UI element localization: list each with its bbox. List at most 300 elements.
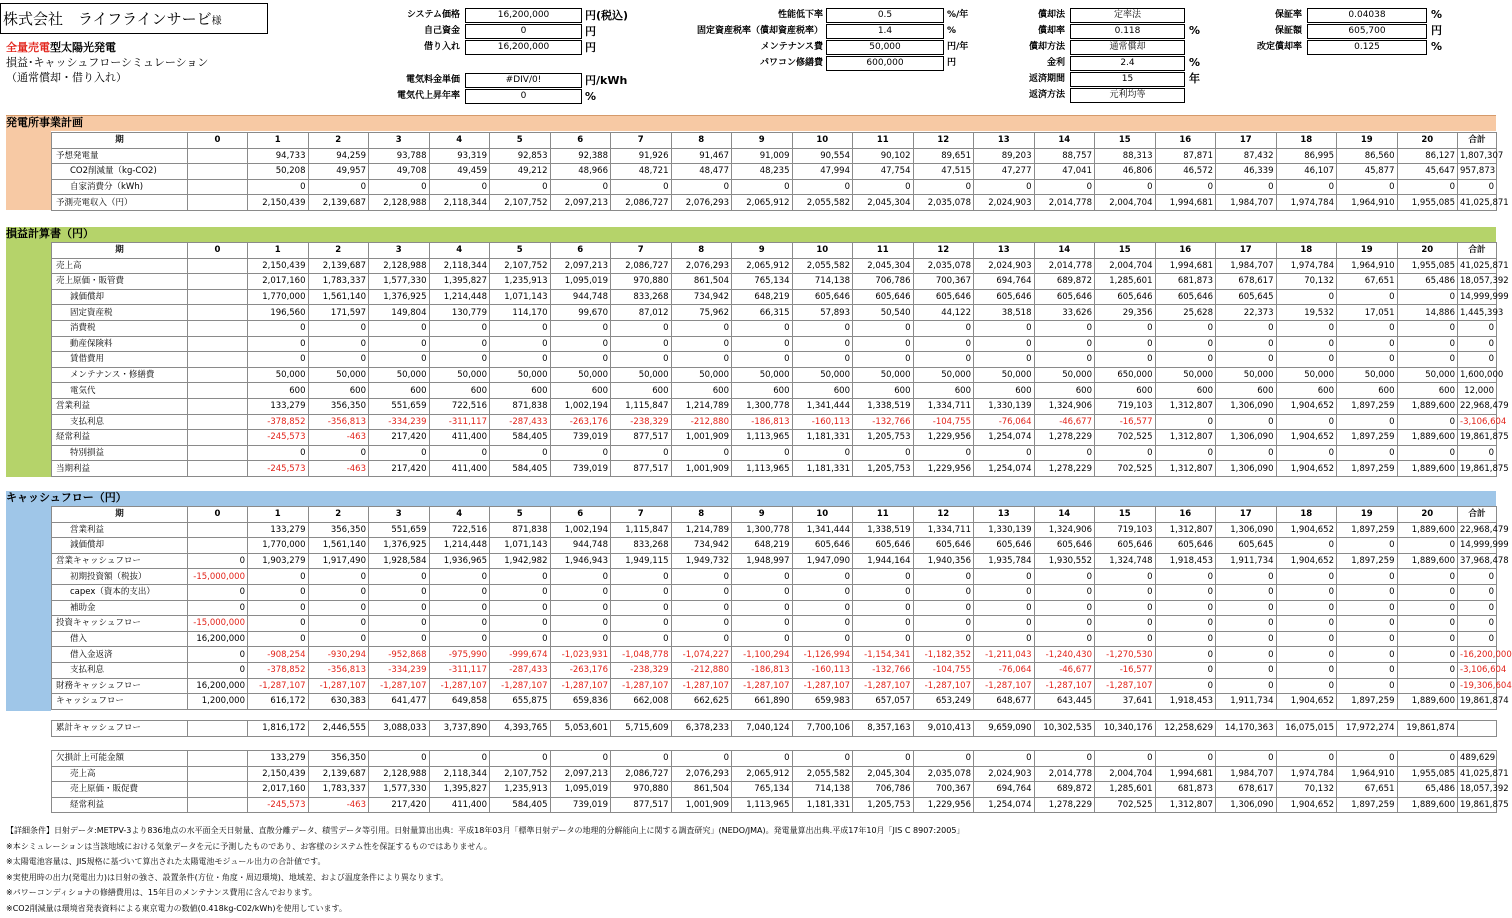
value-cell: 1,904,652: [1276, 398, 1337, 414]
value-cell: 0: [792, 616, 853, 632]
value-cell: 0: [429, 631, 490, 647]
value-cell: 0: [671, 584, 732, 600]
value-cell: 41,025,871: [1458, 195, 1497, 211]
value-cell: 0: [1034, 336, 1095, 352]
value-cell: 1,181,331: [792, 461, 853, 477]
value-cell: 1,918,453: [1155, 553, 1216, 569]
value-cell: 356,350: [308, 398, 369, 414]
value-cell: 1,235,913: [490, 274, 551, 290]
value-cell: 133,279: [248, 751, 309, 767]
value-cell: [188, 751, 248, 767]
value-cell: -356,813: [308, 662, 369, 678]
value-cell: 1,561,140: [308, 289, 369, 305]
value-cell: 1,889,600: [1397, 398, 1458, 414]
value-cell: 2,065,912: [732, 258, 793, 274]
value-cell: 0: [1337, 631, 1398, 647]
value-cell: 47,277: [974, 164, 1035, 180]
value-cell: 1,889,600: [1397, 553, 1458, 569]
row-label: 賃借費用: [52, 352, 188, 368]
value-cell: 0: [308, 569, 369, 585]
subtitle-2: （通常償却・借り入れ）: [6, 71, 127, 84]
table-row: [52, 336, 1497, 352]
value-cell: -1,126,994: [792, 647, 853, 663]
value-cell: 714,138: [792, 274, 853, 290]
value-cell: 92,388: [550, 148, 611, 164]
value-cell: 0: [1337, 352, 1398, 368]
note-line: ※実使用時の出力(発電出力)は日射の強さ、設置条件(方位・角度・周辺環境)、地域差、および温度条件により異なります。: [6, 872, 449, 882]
value-cell: 2,035,078: [913, 766, 974, 782]
value-cell: 551,659: [369, 522, 430, 538]
value-cell: 16,075,015: [1276, 721, 1337, 737]
value-cell: 1,974,784: [1276, 195, 1337, 211]
value-cell: 0: [974, 179, 1035, 195]
value-cell: 1,918,453: [1155, 694, 1216, 710]
value-cell: 0: [550, 336, 611, 352]
value-cell: 0: [853, 352, 914, 368]
row-label: 投資キャッシュフロー: [52, 616, 188, 632]
value-cell: 1,903,279: [248, 553, 309, 569]
value-cell: 1,955,085: [1397, 258, 1458, 274]
value-cell: 3,088,033: [369, 721, 430, 737]
year-header-cell: 19: [1337, 133, 1398, 149]
value-cell: 0: [1276, 751, 1337, 767]
value-cell: 0: [974, 584, 1035, 600]
pl-section-title: 損益計算書（円）: [6, 227, 94, 240]
value-cell: 2,076,293: [671, 766, 732, 782]
value-cell: 18,057,392: [1458, 274, 1497, 290]
value-cell: 0: [1034, 584, 1095, 600]
value-cell: -1,287,107: [248, 678, 309, 694]
value-cell: 0: [853, 616, 914, 632]
value-cell: -160,113: [792, 662, 853, 678]
value-cell: 661,890: [732, 694, 793, 710]
value-cell: 1,964,910: [1337, 258, 1398, 274]
degradation-field[interactable]: 0.5: [826, 8, 944, 23]
value-cell: 0: [1276, 631, 1337, 647]
value-cell: 1,115,847: [611, 398, 672, 414]
value-cell: 217,420: [369, 430, 430, 446]
property-tax-unit: %: [947, 26, 957, 36]
value-cell: 50,000: [913, 367, 974, 383]
value-cell: 0: [550, 352, 611, 368]
value-cell: 1,113,965: [732, 797, 793, 813]
value-cell: 93,319: [429, 148, 490, 164]
value-cell: -1,048,778: [611, 647, 672, 663]
value-cell: 1,285,601: [1095, 274, 1156, 290]
table-row: [52, 383, 1497, 399]
value-cell: 0: [671, 600, 732, 616]
value-cell: 1,897,259: [1337, 430, 1398, 446]
value-cell: 0: [248, 616, 309, 632]
year-header-cell: 12: [913, 507, 974, 523]
value-cell: 0: [1216, 600, 1277, 616]
value-cell: 0: [1095, 320, 1156, 336]
value-cell: -908,254: [248, 647, 309, 663]
value-cell: 48,966: [550, 164, 611, 180]
value-cell: 0: [671, 352, 732, 368]
note-line: ※パワーコンディショナの修繕費用は、15年目のメンテナンス費用に含んでおります。: [6, 888, 317, 897]
value-cell: 0: [913, 445, 974, 461]
value-cell: 46,107: [1276, 164, 1337, 180]
value-cell: 0: [1337, 336, 1398, 352]
year-header-cell: 0: [188, 507, 248, 523]
property-tax-field[interactable]: 1.4: [826, 24, 944, 39]
value-cell: 0: [1397, 352, 1458, 368]
value-cell: 1,897,259: [1337, 797, 1398, 813]
value-cell: -15,000,000: [188, 616, 248, 632]
value-cell: -46,677: [1034, 414, 1095, 430]
row-label: 減価償却: [52, 538, 188, 554]
value-cell: 648,219: [732, 538, 793, 554]
value-cell: 1,974,784: [1276, 766, 1337, 782]
value-cell: 130,779: [429, 305, 490, 321]
value-cell: 0: [1155, 631, 1216, 647]
value-cell: 605,646: [792, 538, 853, 554]
elec-rise-field[interactable]: 0: [465, 89, 582, 104]
value-cell: 2,055,582: [792, 195, 853, 211]
value-cell: 0: [1458, 584, 1497, 600]
value-cell: 33,626: [1034, 305, 1095, 321]
value-cell: 0: [1337, 584, 1398, 600]
value-cell: 0: [1216, 320, 1277, 336]
dep-rate-field[interactable]: 0.118: [1070, 24, 1185, 39]
value-cell: 0: [1337, 179, 1398, 195]
value-cell: [188, 430, 248, 446]
value-cell: 689,872: [1034, 274, 1095, 290]
year-header-cell: 10: [792, 243, 853, 259]
year-header-cell: 合計: [1458, 507, 1497, 523]
guarantee-rate-field[interactable]: 0.04038: [1307, 8, 1427, 23]
value-cell: -1,074,227: [671, 647, 732, 663]
value-cell: 0: [1034, 320, 1095, 336]
value-cell: [188, 352, 248, 368]
value-cell: 0: [1458, 352, 1497, 368]
value-cell: 877,517: [611, 797, 672, 813]
value-cell: 0: [1216, 631, 1277, 647]
value-cell: 1,897,259: [1337, 398, 1398, 414]
row-label: 自家消費分（kWh): [52, 179, 188, 195]
value-cell: 86,995: [1276, 148, 1337, 164]
value-cell: 1,947,090: [792, 553, 853, 569]
unit-price-field[interactable]: #DIV/0!: [465, 73, 582, 88]
table-row: [52, 600, 1497, 616]
value-cell: 1,994,681: [1155, 195, 1216, 211]
year-header-cell: 期: [52, 507, 188, 523]
value-cell: 2,097,213: [550, 766, 611, 782]
year-header-cell: 7: [611, 243, 672, 259]
value-cell: -16,577: [1095, 662, 1156, 678]
value-cell: 1,897,259: [1337, 522, 1398, 538]
value-cell: 0: [1397, 289, 1458, 305]
honorific: 様: [211, 16, 222, 27]
value-cell: -930,294: [308, 647, 369, 663]
value-cell: 46,806: [1095, 164, 1156, 180]
value-cell: 1,306,090: [1216, 398, 1277, 414]
guarantee-amt-label: 保証額: [1274, 26, 1302, 36]
value-cell: 877,517: [611, 461, 672, 477]
value-cell: 0: [1034, 616, 1095, 632]
value-cell: 49,957: [308, 164, 369, 180]
subtitle-1: 損益･キャッシュフローシミュレーション: [6, 56, 209, 69]
value-cell: [188, 522, 248, 538]
value-cell: -132,766: [853, 414, 914, 430]
value-cell: 0: [853, 320, 914, 336]
repay-way-field[interactable]: 元利均等: [1070, 88, 1185, 103]
value-cell: 1,889,600: [1397, 461, 1458, 477]
loss-table: [51, 750, 1509, 813]
value-cell: 0: [611, 751, 672, 767]
value-cell: 2,024,903: [974, 766, 1035, 782]
value-cell: 0: [308, 631, 369, 647]
row-label: 動産保険料: [52, 336, 188, 352]
value-cell: 694,764: [974, 782, 1035, 798]
value-cell: 2,128,988: [369, 195, 430, 211]
value-cell: 1,904,652: [1276, 553, 1337, 569]
value-cell: 0: [550, 631, 611, 647]
value-cell: 2,045,304: [853, 258, 914, 274]
value-cell: 0: [188, 600, 248, 616]
value-cell: 50,540: [853, 305, 914, 321]
value-cell: 0: [1155, 352, 1216, 368]
year-header-cell: 15: [1095, 507, 1156, 523]
customer-name-box: [0, 3, 268, 34]
value-cell: 1,889,600: [1397, 430, 1458, 446]
value-cell: 67,651: [1337, 274, 1398, 290]
value-cell: 678,617: [1216, 782, 1277, 798]
value-cell: 2,055,582: [792, 766, 853, 782]
value-cell: 0: [611, 179, 672, 195]
value-cell: 0: [490, 631, 551, 647]
own-funds-field[interactable]: 0: [465, 24, 582, 39]
value-cell: 2,118,344: [429, 195, 490, 211]
value-cell: 1,229,956: [913, 797, 974, 813]
row-label: 借入金返済: [52, 647, 188, 663]
year-header-cell: 18: [1276, 133, 1337, 149]
value-cell: 616,172: [248, 694, 309, 710]
system-price-unit: 円(税込): [585, 9, 629, 22]
value-cell: 50,000: [1155, 367, 1216, 383]
value-cell: 1,928,584: [369, 553, 430, 569]
cf-color-strip: [6, 506, 51, 711]
value-cell: -245,573: [248, 430, 309, 446]
value-cell: 734,942: [671, 289, 732, 305]
value-cell: 0: [369, 179, 430, 195]
loan-field[interactable]: 16,200,000: [465, 40, 582, 55]
value-cell: 605,646: [1095, 289, 1156, 305]
guarantee-amt-field[interactable]: 605,700: [1307, 24, 1427, 39]
value-cell: 0: [913, 584, 974, 600]
value-cell: 0: [550, 616, 611, 632]
value-cell: 2,004,704: [1095, 766, 1156, 782]
value-cell: 1,312,807: [1155, 797, 1216, 813]
value-cell: 0: [1397, 662, 1458, 678]
value-cell: 1,214,789: [671, 398, 732, 414]
revised-rate-field[interactable]: 0.125: [1307, 40, 1427, 55]
value-cell: 0: [490, 600, 551, 616]
value-cell: -1,287,107: [974, 678, 1035, 694]
value-cell: 0: [429, 320, 490, 336]
year-header-cell: 7: [611, 133, 672, 149]
value-cell: -245,573: [248, 797, 309, 813]
value-cell: 50,000: [1337, 367, 1398, 383]
value-cell: 0: [490, 584, 551, 600]
value-cell: 1,324,906: [1034, 398, 1095, 414]
value-cell: 0: [308, 600, 369, 616]
value-cell: 1,235,913: [490, 782, 551, 798]
value-cell: 0: [369, 584, 430, 600]
interest-field[interactable]: 2.4: [1070, 56, 1185, 71]
value-cell: 46,572: [1155, 164, 1216, 180]
value-cell: 0: [1397, 179, 1458, 195]
value-cell: 0: [611, 320, 672, 336]
value-cell: [188, 289, 248, 305]
value-cell: 0: [1155, 678, 1216, 694]
value-cell: 0: [1155, 445, 1216, 461]
pcs-label: パワコン修繕費: [759, 58, 823, 68]
row-label: 売上高: [52, 258, 188, 274]
value-cell: 0: [490, 445, 551, 461]
value-cell: -245,573: [248, 461, 309, 477]
row-label: 予測売電収入（円）: [52, 195, 188, 211]
value-cell: 650,000: [1095, 367, 1156, 383]
value-cell: 50,000: [1276, 367, 1337, 383]
value-cell: -3,106,604: [1458, 662, 1497, 678]
value-cell: 50,000: [853, 367, 914, 383]
value-cell: 1,770,000: [248, 289, 309, 305]
value-cell: 944,748: [550, 538, 611, 554]
value-cell: 0: [308, 616, 369, 632]
value-cell: 649,858: [429, 694, 490, 710]
year-header-cell: 2: [308, 133, 369, 149]
value-cell: 1,930,552: [1034, 553, 1095, 569]
year-header-cell: 9: [732, 507, 793, 523]
value-cell: -212,880: [671, 662, 732, 678]
year-header-cell: 17: [1216, 243, 1277, 259]
value-cell: 600: [732, 383, 793, 399]
value-cell: 0: [1216, 352, 1277, 368]
value-cell: 44,122: [913, 305, 974, 321]
value-cell: 0: [550, 600, 611, 616]
value-cell: 0: [1034, 751, 1095, 767]
table-row: [52, 647, 1497, 663]
repay-field[interactable]: 15: [1070, 72, 1185, 87]
value-cell: 1,561,140: [308, 538, 369, 554]
value-cell: 600: [974, 383, 1035, 399]
dep-way-field[interactable]: 通常償却: [1070, 40, 1185, 55]
value-cell: 600: [1095, 383, 1156, 399]
value-cell: 2,014,778: [1034, 195, 1095, 211]
value-cell: 0: [1397, 647, 1458, 663]
value-cell: 0: [550, 584, 611, 600]
value-cell: -1,287,107: [1034, 678, 1095, 694]
value-cell: 0: [1095, 179, 1156, 195]
value-cell: 0: [308, 445, 369, 461]
year-header-cell: 3: [369, 243, 430, 259]
value-cell: -1,287,107: [913, 678, 974, 694]
value-cell: -15,000,000: [188, 569, 248, 585]
value-cell: 0: [1095, 616, 1156, 632]
value-cell: 0: [732, 569, 793, 585]
year-header-cell: 7: [611, 507, 672, 523]
value-cell: 14,999,999: [1458, 289, 1497, 305]
value-cell: 970,880: [611, 782, 672, 798]
year-header-cell: 0: [188, 243, 248, 259]
maint-field[interactable]: 50,000: [826, 40, 944, 55]
value-cell: 50,000: [1216, 367, 1277, 383]
value-cell: 1,312,807: [1155, 522, 1216, 538]
value-cell: 1,904,652: [1276, 430, 1337, 446]
value-cell: 0: [732, 336, 793, 352]
value-cell: -160,113: [792, 414, 853, 430]
value-cell: -1,270,530: [1095, 647, 1156, 663]
year-header-cell: 1: [248, 243, 309, 259]
value-cell: 600: [611, 383, 672, 399]
value-cell: 0: [490, 569, 551, 585]
value-cell: 605,646: [1034, 538, 1095, 554]
value-cell: 877,517: [611, 430, 672, 446]
value-cell: 0: [1216, 662, 1277, 678]
table-row: [52, 584, 1497, 600]
value-cell: 1,974,784: [1276, 258, 1337, 274]
interest-unit: %: [1189, 56, 1201, 69]
system-title: [6, 40, 116, 55]
value-cell: 0: [913, 751, 974, 767]
value-cell: 2,150,439: [248, 258, 309, 274]
value-cell: [188, 367, 248, 383]
value-cell: 50,000: [974, 367, 1035, 383]
value-cell: 1,214,789: [671, 522, 732, 538]
year-header-cell: 18: [1276, 243, 1337, 259]
value-cell: 1,306,090: [1216, 430, 1277, 446]
value-cell: 605,646: [974, 289, 1035, 305]
value-cell: 600: [429, 383, 490, 399]
value-cell: 0: [1397, 445, 1458, 461]
dep-method-field[interactable]: 定率法: [1070, 8, 1185, 23]
table-row: [52, 352, 1497, 368]
year-header-cell: 19: [1337, 243, 1398, 259]
value-cell: 0: [611, 569, 672, 585]
value-cell: 1,338,519: [853, 398, 914, 414]
value-cell: 0: [1337, 538, 1398, 554]
value-cell: 0: [369, 320, 430, 336]
value-cell: 1,816,172: [248, 721, 309, 737]
value-cell: 1,984,707: [1216, 258, 1277, 274]
degradation-unit: %/年: [947, 10, 969, 20]
value-cell: [188, 274, 248, 290]
pcs-unit: 円: [947, 58, 957, 68]
table-row: [52, 164, 1497, 180]
value-cell: 87,871: [1155, 148, 1216, 164]
value-cell: 0: [1337, 600, 1398, 616]
value-cell: 17,051: [1337, 305, 1398, 321]
pcs-field[interactable]: 600,000: [826, 56, 944, 71]
value-cell: 689,872: [1034, 782, 1095, 798]
value-cell: 65,486: [1397, 274, 1458, 290]
cf-header-bar: [6, 491, 1496, 506]
value-cell: 1,944,164: [853, 553, 914, 569]
value-cell: 1,964,910: [1337, 766, 1398, 782]
value-cell: 1,330,139: [974, 522, 1035, 538]
value-cell: 1,115,847: [611, 522, 672, 538]
value-cell: 2,055,582: [792, 258, 853, 274]
value-cell: 0: [1276, 179, 1337, 195]
value-cell: 356,350: [308, 522, 369, 538]
value-cell: [188, 721, 248, 737]
system-price-field[interactable]: 16,200,000: [465, 8, 582, 23]
table-row: [52, 662, 1497, 678]
value-cell: 22,968,479: [1458, 398, 1497, 414]
value-cell: 662,625: [671, 694, 732, 710]
